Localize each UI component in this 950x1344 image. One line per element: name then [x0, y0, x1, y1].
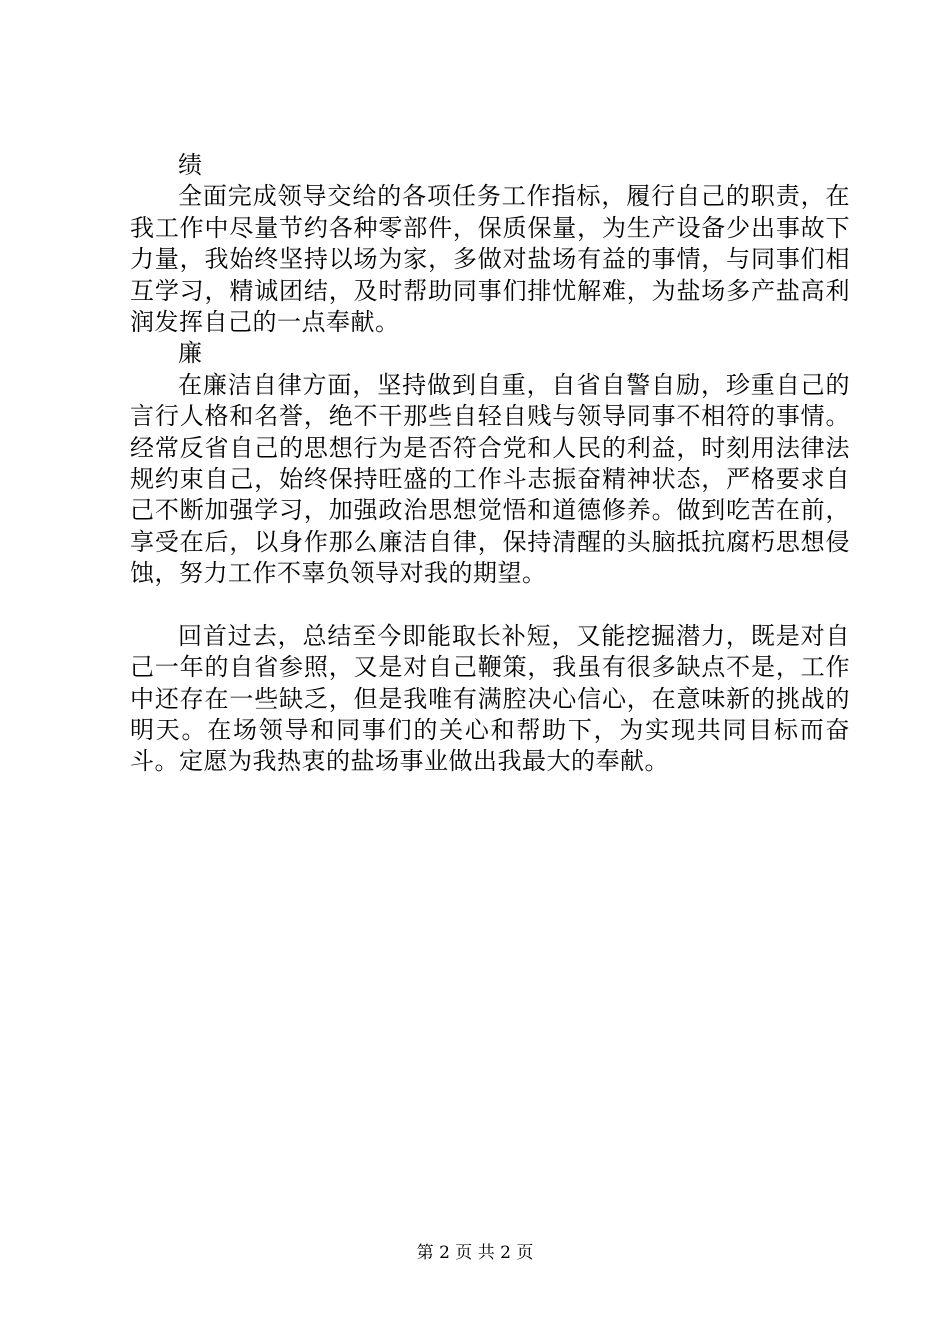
document-body — [130, 150, 850, 778]
page-footer: 第 2 页 共 2 页 — [416, 1243, 534, 1263]
paragraph-summary: 回首过去，总结至今即能取长补短，又能挖掘潜力，既是对自己一年的自省参照，又是对自己鞭策，我虽有很多缺点不是，工作中还存在一些缺乏，但是我唯有满腔决心信心，在意味新的挑战的明天。在场领导和同事们的关心和帮助下，为实现共同目标而奋斗。定愿为我热衷的盐场事业做出我最大的奉献。 — [130, 621, 850, 776]
paragraph-performance: 全面完成领导交给的各项任务工作指标，履行自己的职责，在我工作中尽量节约各种零部件，保质保量，为生产设备少出事故下力量，我始终坚持以场为家，多做对盐场有益的事情，与同事们相互学习，精诚团结，及时帮助同事们排忧解难，为盐场多产盐高利润发挥自己的一点奉献。 — [130, 182, 850, 337]
section-heading-ji: 绩 — [178, 151, 203, 179]
paragraph-integrity: 在廉洁自律方面，坚持做到自重，自省自警自励，珍重自己的言行人格和名誉，绝不干那些自轻自贱与领导同事不相符的事情。经常反省自己的思想行为是否符合党和人民的利益，时刻用法律法规约束自己，始终保持旺盛的工作斗志振奋精神状态，严格要求自己不断加强学习，加强政治思想觉悟和道德修养。做到吃苦在前，享受在后，以身作那么廉洁自律，保持清醒的头脑抵抗腐朽思想侵蚀，努力工作不辜负领导对我的期望。 — [130, 370, 850, 588]
section-heading-lian: 廉 — [178, 339, 203, 368]
